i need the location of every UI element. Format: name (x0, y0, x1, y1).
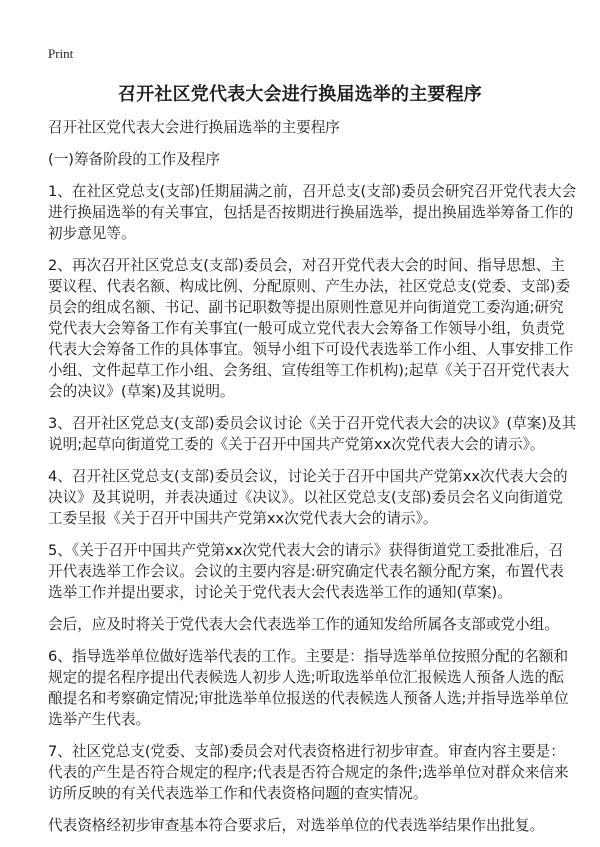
paragraph-line: 工委呈报《关于召开中国共产党第xx次党代表大会的请示》。 (48, 510, 438, 527)
paragraph-line: 代表的产生是否符合规定的程序;代表是否符合规定的条件;选举单位对群众来信来 (48, 764, 569, 781)
paragraph-line: 3、召开社区党总支(支部)委员会议讨论《关于召开党代表大会的决议》(草案)及其 (48, 415, 577, 432)
paragraph-line: 选举工作并提出要求，讨论关于党代表大会代表选举工作的通知(草案)。 (48, 584, 512, 601)
paragraph (48, 255, 574, 402)
paragraph (48, 540, 564, 603)
paragraph (48, 614, 559, 635)
paragraph (48, 413, 577, 455)
paragraph-line: 选举产生代表。 (48, 711, 151, 728)
paragraph-line: 开代表选举工作会议。会议的主要内容是:研究确定代表名额分配方案，布置代表 (48, 563, 564, 580)
paragraph-line: 代表资格经初步审查基本符合要求后，对选举单位的代表选举结果作出批复。 (48, 817, 545, 834)
paragraph-line: 6、指导选举单位做好选举代表的工作。主要是：指导选举单位按照分配的名额和 (48, 648, 569, 665)
paragraph (48, 646, 569, 730)
paragraph-line: 小组、文件起草工作小组、会务组、宣传组等工作机构);起草《关于召开党代表大 (48, 362, 570, 379)
paragraph (48, 149, 488, 170)
paragraph-line: 5、《关于召开中国共产党第xx次党代表大会的请示》获得街道党工委批准后，召 (48, 542, 564, 559)
paragraph (48, 741, 569, 804)
paragraph-line: 1、在社区党总支(支部)任期届满之前，召开总支(支部)委员会研究召开党代表大会 (48, 183, 577, 200)
document-title: 召开社区党代表大会进行换届选举的主要程序 (118, 84, 482, 105)
paragraph-line: 决议》及其说明，并表决通过《决议》。以社区党总支(支部)委员会名义向街道党 (48, 489, 563, 506)
paragraph-line: 访所反映的有关代表选举工作和代表资格问题的查实情况。 (48, 785, 428, 802)
paragraph-line: 代表大会筹备工作的具体事宜。领导小组下可设代表选举工作小组、人事安排工作 (48, 341, 574, 358)
paragraph-line: 员会的组成名额、书记、副书记职数等提出原则性意见并向街道党工委沟通;研究 (48, 299, 564, 316)
paragraph (48, 117, 488, 138)
paragraph-line: 会后，应及时将关于党代表大会代表选举工作的通知发给所属各支部或党小组。 (48, 616, 559, 633)
paragraph-line: 党代表大会筹备工作有关事宜(一般可成立党代表大会筹备工作领导小组，负责党 (48, 320, 565, 337)
paragraph-line: 要议程、代表名额、构成比例、分配原则、产生办法，社区党总支(党委、支部)委 (48, 278, 571, 295)
paragraph (48, 815, 545, 836)
paragraph-line: 4、召开社区党总支(支部)委员会议，讨论关于召开中国共产党第xx次代表大会的 (48, 468, 568, 485)
paragraph-line: 说明;起草向街道党工委的《关于召开中国共产党第xx次党代表大会的请示》。 (48, 436, 545, 453)
document-body (48, 117, 577, 847)
paragraph-line: 规定的提名程序提出代表候选人初步人选;听取选举单位汇报候选人预备人选的酝 (48, 669, 564, 686)
paragraph-line: 酿提名和考察确定情况;审批选举单位报送的代表候选人预备人选;并指导选举单位 (48, 690, 569, 707)
paragraph-line: 进行换届选举的有关事宜，包括是否按期进行换届选举，提出换届选举筹备工作的 (48, 204, 574, 221)
print-label: Print (48, 46, 74, 61)
paragraph-line: (一)筹备阶段的工作及程序 (48, 151, 220, 168)
paragraph (48, 181, 577, 244)
paragraph-line: 召开社区党代表大会进行换届选举的主要程序 (48, 119, 340, 136)
paragraph-line: 2、再次召开社区党总支(支部)委员会，对召开党代表大会的时间、指导思想、主 (48, 257, 565, 274)
paragraph (48, 466, 568, 529)
paragraph-line: 初步意见等。 (48, 225, 136, 242)
paragraph-line: 7、社区党总支(党委、支部)委员会对代表资格进行初步审查。审查内容主要是： (48, 743, 565, 760)
paragraph-line: 会的决议》(草案)及其说明。 (48, 383, 235, 400)
